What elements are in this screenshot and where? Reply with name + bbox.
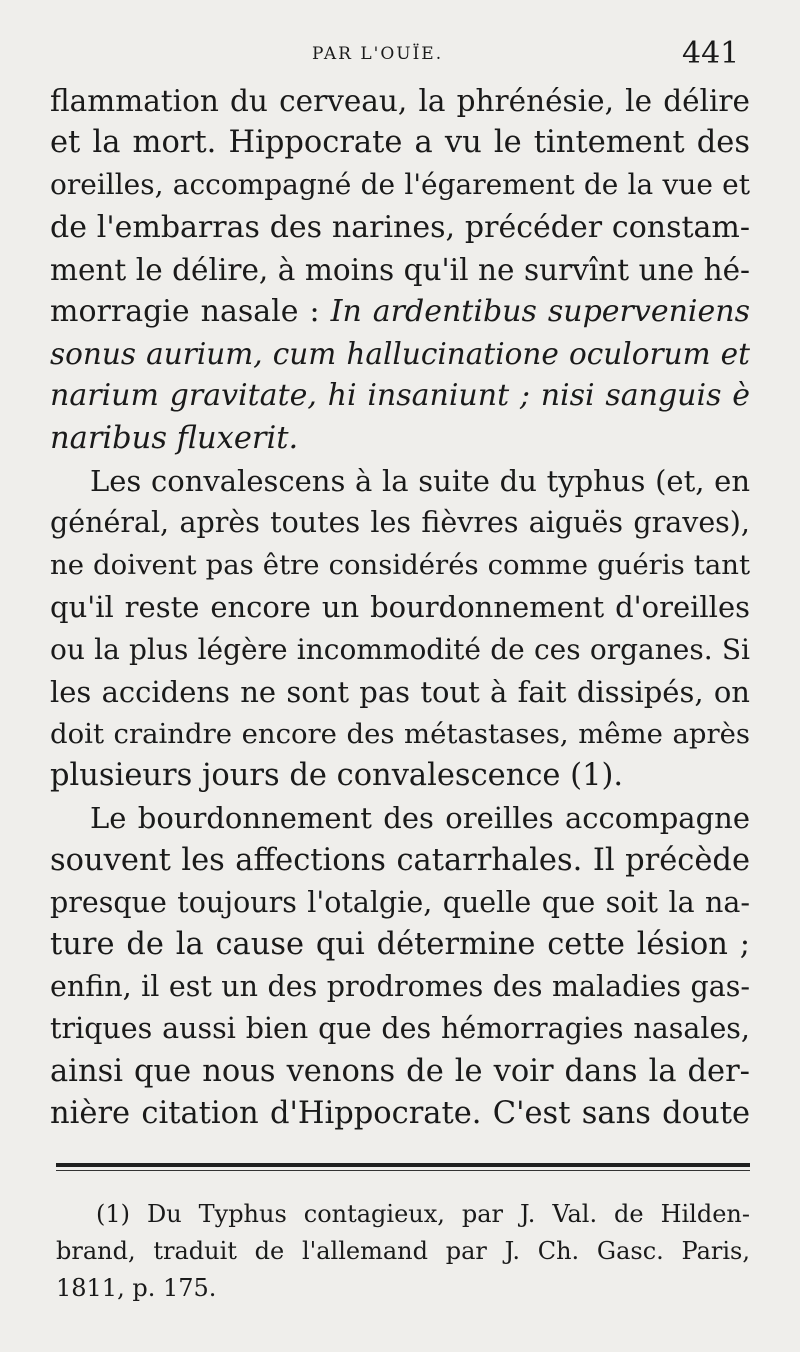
text-line: flammation du cerveau, la phrénésie, le délire [50,84,750,118]
text-line: ainsi que nous venons de le voir dans la der- [50,1053,750,1089]
latin-quote-line: sonus aurium, cum hallucinatione oculorum et [50,337,750,372]
footnote [56,1196,750,1307]
text-line [50,291,750,333]
running-title: PAR L'OUÏE. [312,44,444,64]
latin-quote-line: naribus fluxerit. [50,420,299,456]
text-line: de l'embarras des narines, précéder constam- [50,209,750,245]
text-line: nière citation d'Hippocrate. C'est sans doute [50,1095,750,1131]
text-line: ne doivent pas être considérés comme guéris tant [50,549,750,582]
text-line: ment le délire, à moins qu'il ne survînt une hé- [50,252,750,287]
page-header [0,36,800,76]
text-line: presque toujours l'otalgie, quelle que soit la na- [50,885,750,919]
text-line: général, après toutes les fièvres aiguës graves), [50,506,750,540]
footnote-line: 1811, p. 175. [56,1274,217,1302]
text-line: Les convalescens à la suite du typhus (et, en [90,463,750,498]
text-line: doit craindre encore des métastases, même après [50,718,750,751]
latin-quote-line: narium gravitate, hi insaniunt ; nisi sanguis è [50,378,750,414]
text-line: oreilles, accompagné de l'égarement de la vue et [50,168,750,202]
main-text [50,80,750,1135]
page-number: 441 [682,36,740,71]
text-line: enfin, il est un des prodromes des maladies gas- [50,970,750,1004]
footnote-rule [56,1163,750,1167]
text-line: et la mort. Hippocrate a vu le tintement des [50,125,750,161]
latin-quote-start: In ardentibus superveniens [330,294,750,330]
footnote-line: (1) Du Typhus contagieux, par J. Val. de Hilden- [96,1200,750,1228]
text-line: les accidens ne sont pas tout à fait dissipés, on [50,674,750,709]
text-line: Le bourdonnement des oreilles accompagne [90,801,750,836]
text-line: qu'il reste encore un bourdonnement d'oreilles [50,590,750,625]
text-segment: morragie nasale : [50,294,331,330]
text-line: ture de la cause qui détermine cette lésion ; [50,927,750,963]
text-line: triques aussi bien que des hémorragies nasales, [50,1012,750,1046]
text-line: souvent les affections catarrhales. Il précède [50,842,750,878]
text-line: plusieurs jours de convalescence (1). [50,758,624,794]
text-line: ou la plus légère incommodité de ces organes. Si [50,632,750,666]
footnote-rule-thin [56,1170,750,1171]
footnote-line: brand, traduit de l'allemand par J. Ch. Gasc. Paris, [56,1237,750,1265]
